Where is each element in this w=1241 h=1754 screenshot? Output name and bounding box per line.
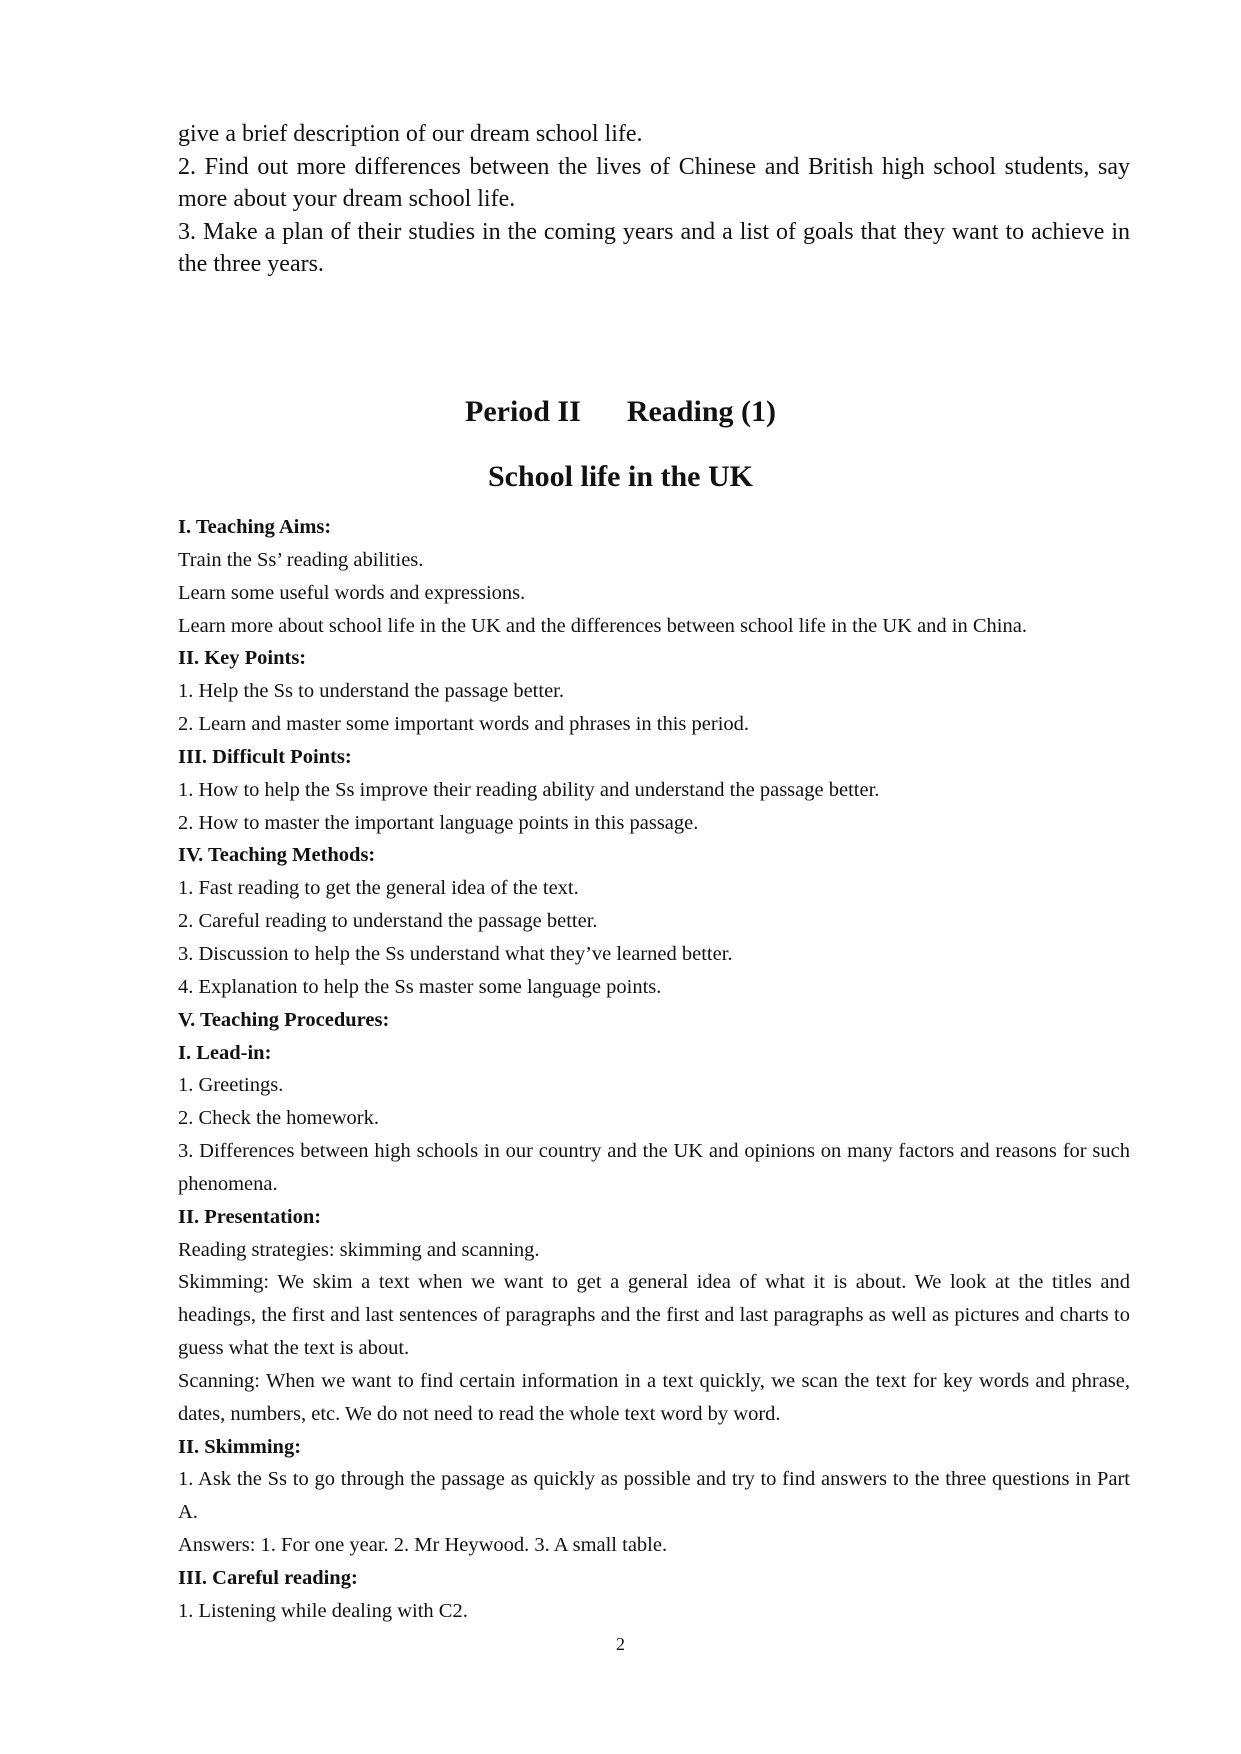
lesson-plan-body — [178, 511, 1130, 1628]
section-heading: III. Careful reading: — [178, 1567, 358, 1589]
body-paragraph: Reading strategies: skimming and scanning. — [178, 1238, 540, 1261]
body-paragraph: 1. Fast reading to get the general idea of the text. — [178, 877, 579, 900]
body-paragraph: 1. Help the Ss to understand the passage better. — [178, 680, 564, 703]
body-paragraph: Scanning: When we want to find certain information in a text quickly, we scan the text for key words and phrase, dates, numbers, etc. We do not need to read the whole text word by word. — [178, 1369, 1130, 1425]
body-paragraph: 3. Discussion to help the Ss understand what they’ve learned better. — [178, 942, 733, 965]
body-paragraph: 3. Differences between high schools in our country and the UK and opinions on many factors and reasons for such phenomena. — [178, 1140, 1130, 1195]
section-heading: II. Key Points: — [178, 647, 307, 670]
body-paragraph: 2. How to master the important language points in this passage. — [178, 811, 699, 834]
body-paragraph: 2. Check the homework. — [178, 1107, 379, 1130]
section-heading: II. Skimming: — [178, 1435, 302, 1458]
period-title — [0, 392, 1241, 432]
intro-line: 2. Find out more differences between the lives of Chinese and British high school students, say more about your dream school life. — [178, 153, 1130, 213]
body-paragraph: 2. Learn and master some important words and phrases in this period. — [178, 713, 750, 736]
body-paragraph: 1. Listening while dealing with C2. — [178, 1599, 468, 1622]
body-paragraph: 1. How to help the Ss improve their reading ability and understand the passage better. — [178, 778, 880, 801]
body-paragraph: 1. Ask the Ss to go through the passage as quickly as possible and try to find answers to the three questions in Part A. — [178, 1468, 1130, 1524]
body-paragraph: Learn some useful words and expressions. — [178, 581, 526, 604]
body-paragraph: Learn more about school life in the UK and the differences between school life in the UK and in China. — [178, 614, 1027, 637]
section-heading: III. Difficult Points: — [178, 745, 352, 768]
intro-section — [178, 118, 1130, 281]
intro-line: give a brief description of our dream school life. — [178, 121, 643, 147]
body-paragraph: 1. Greetings. — [178, 1074, 284, 1097]
lesson-label: Reading (1) — [626, 395, 776, 428]
section-heading: II. Presentation: — [178, 1205, 322, 1228]
period-label: Period II — [465, 395, 581, 428]
section-heading: V. Teaching Procedures: — [178, 1008, 390, 1031]
intro-line: 3. Make a plan of their studies in the coming years and a list of goals that they want to achieve in the three years. — [178, 218, 1130, 278]
body-paragraph: Answers: 1. For one year. 2. Mr Heywood. 3. A small table. — [178, 1534, 668, 1557]
body-paragraph: 4. Explanation to help the Ss master some language points. — [178, 975, 662, 998]
body-paragraph: 2. Careful reading to understand the passage better. — [178, 910, 598, 933]
section-heading: I. Teaching Aims: — [178, 516, 332, 538]
lesson-subtitle: School life in the UK — [487, 460, 753, 493]
section-heading: I. Lead-in: — [178, 1041, 272, 1064]
body-paragraph: Train the Ss’ reading abilities. — [178, 548, 424, 571]
body-paragraph: Skimming: We skim a text when we want to get a general idea of what it is about. We look at the titles and headings, the first and last sentences of paragraphs and the first and last paragraphs as well as pictures and charts to guess what the text is about. — [178, 1271, 1130, 1360]
section-heading: IV. Teaching Methods: — [178, 844, 376, 867]
page-number: 2 — [616, 1634, 625, 1654]
